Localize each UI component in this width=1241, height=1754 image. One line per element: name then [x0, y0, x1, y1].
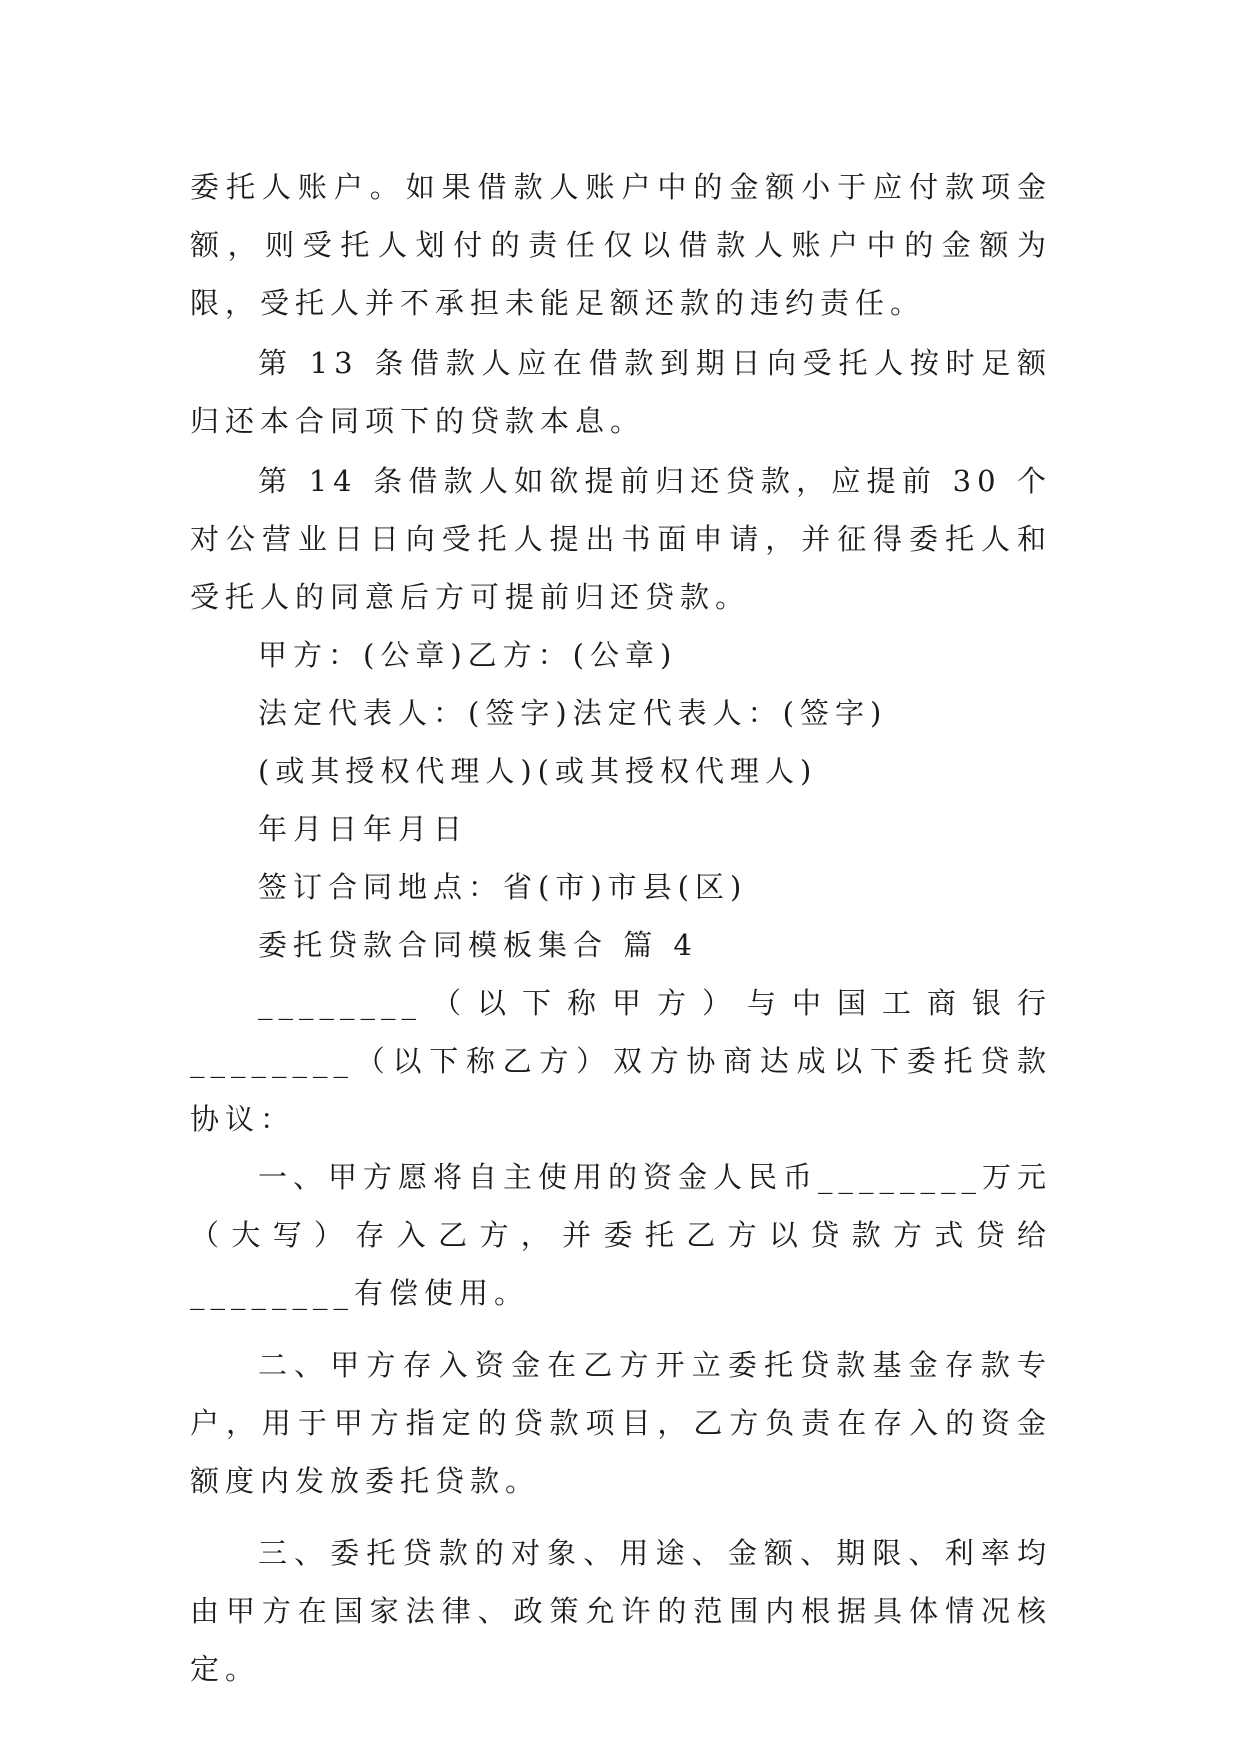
- signing-location: 签订合同地点：省(市)市县(区): [258, 870, 748, 904]
- document-body: [190, 158, 1052, 1698]
- signature-authorized-agents: (或其授权代理人)(或其授权代理人): [258, 754, 818, 788]
- paragraph-clause-3: 三、委托贷款的对象、用途、金额、期限、利率均由甲方在国家法律、政策允许的范围内根据具体情况核定。: [190, 1536, 1052, 1686]
- signature-party-seals: 甲方：(公章)乙方：(公章): [258, 638, 678, 672]
- paragraph-clause-1: 一、甲方愿将自主使用的资金人民币________万元（大写）存入乙方，并委托乙方以贷款方式贷给________有偿使用。: [190, 1160, 1053, 1310]
- paragraph-article-14: 第 14 条借款人如欲提前归还贷款，应提前 30 个对公营业日日向受托人提出书面申请，并征得委托人和受托人的同意后方可提前归还贷款。: [190, 464, 1052, 614]
- paragraph-clause-2: 二、甲方存入资金在乙方开立委托贷款基金存款专户，用于甲方指定的贷款项目，乙方负责在存入的资金额度内发放委托贷款。: [190, 1348, 1052, 1498]
- paragraph-article-13: 第 13 条借款人应在借款到期日向受托人按时足额归还本合同项下的贷款本息。: [190, 346, 1052, 438]
- signature-dates: 年月日年月日: [258, 812, 469, 846]
- paragraph-continuation: 委托人账户。如果借款人账户中的金额小于应付款项金额，则受托人划付的责任仅以借款人账户中的金额为限，受托人并不承担未能足额还款的违约责任。: [190, 170, 1052, 320]
- paragraph-parties: ________（以下称甲方）与中国工商银行________（以下称乙方）双方协商达成以下委托贷款协议：: [190, 986, 1052, 1136]
- signature-legal-representatives: 法定代表人：(签字)法定代表人：(签字): [258, 696, 888, 730]
- section-heading: 委托贷款合同模板集合 篇 4: [258, 928, 698, 962]
